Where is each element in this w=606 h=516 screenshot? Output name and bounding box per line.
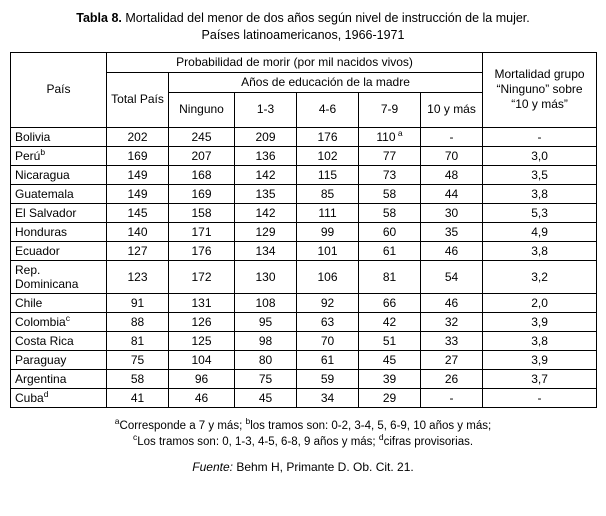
cell-7-9: 58 — [359, 203, 421, 222]
cell-ninguno: 125 — [169, 331, 235, 350]
cell-country: Guatemala — [11, 184, 107, 203]
caption-title: Mortalidad del menor de dos años según nivel de instrucción de la mujer. — [121, 11, 530, 25]
cell-country: Chile — [11, 293, 107, 312]
header-7-9: 7-9 — [359, 92, 421, 127]
cell-1-3: 45 — [235, 388, 297, 407]
cell-4-6: 92 — [297, 293, 359, 312]
cell-10-y-mas: 46 — [421, 241, 483, 260]
cell-total-pais: 149 — [107, 184, 169, 203]
table-row — [11, 222, 597, 241]
cell-total-pais: 88 — [107, 312, 169, 331]
cell-total-pais: 149 — [107, 165, 169, 184]
table-row — [11, 203, 597, 222]
cell-country: Cuba$^d$ — [11, 388, 107, 407]
cell-1-3: 142 — [235, 165, 297, 184]
header-4-6: 4-6 — [297, 92, 359, 127]
cell-10-y-mas: 35 — [421, 222, 483, 241]
cell-1-3: 135 — [235, 184, 297, 203]
cell-ratio: 3,8 — [483, 241, 597, 260]
cell-1-3: 129 — [235, 222, 297, 241]
note-d: cifras provisorias. — [383, 436, 474, 449]
table-row — [11, 241, 597, 260]
cell-total-pais: 202 — [107, 127, 169, 146]
cell-4-6: 70 — [297, 331, 359, 350]
source-label: Fuente: — [192, 460, 233, 475]
cell-ninguno: 176 — [169, 241, 235, 260]
cell-total-pais: 91 — [107, 293, 169, 312]
cell-ninguno: 168 — [169, 165, 235, 184]
cell-4-6: 101 — [297, 241, 359, 260]
cell-10-y-mas: 30 — [421, 203, 483, 222]
note-sup-a: a — [114, 415, 120, 426]
cell-7-9: 73 — [359, 165, 421, 184]
country-footnote-marker: c — [65, 312, 70, 323]
cell-7-9: 61 — [359, 241, 421, 260]
table-row — [11, 293, 597, 312]
cell-ratio: 3,7 — [483, 369, 597, 388]
cell-ninguno: 169 — [169, 184, 235, 203]
cell-4-6: 61 — [297, 350, 359, 369]
cell-country: Ecuador — [11, 241, 107, 260]
cell-10-y-mas: 33 — [421, 331, 483, 350]
table-body — [11, 127, 597, 407]
note-sup-d: d — [378, 432, 384, 443]
table-row — [11, 388, 597, 407]
cell-ninguno: 172 — [169, 260, 235, 293]
cell-4-6: 59 — [297, 369, 359, 388]
cell-ratio: 4,9 — [483, 222, 597, 241]
cell-country: Honduras — [11, 222, 107, 241]
cell-country: El Salvador — [11, 203, 107, 222]
cell-10-y-mas: 32 — [421, 312, 483, 331]
cell-ratio: 3,9 — [483, 312, 597, 331]
cell-ratio: 5,3 — [483, 203, 597, 222]
cell-1-3: 80 — [235, 350, 297, 369]
cell-1-3: 75 — [235, 369, 297, 388]
cell-7-9: 42 — [359, 312, 421, 331]
cell-ninguno: 104 — [169, 350, 235, 369]
note-sup-c: c — [132, 432, 138, 443]
cell-country: Argentina — [11, 369, 107, 388]
cell-1-3: 98 — [235, 331, 297, 350]
table-row — [11, 369, 597, 388]
cell-10-y-mas: 70 — [421, 146, 483, 165]
cell-ninguno: 126 — [169, 312, 235, 331]
cell-10-y-mas: - — [421, 388, 483, 407]
cell-ratio: 2,0 — [483, 293, 597, 312]
cell-1-3: 108 — [235, 293, 297, 312]
source-line — [10, 460, 596, 474]
table-header — [11, 52, 597, 127]
header-10-y-mas: 10 y más — [421, 92, 483, 127]
cell-ninguno: 245 — [169, 127, 235, 146]
note-b: los tramos son: 0-2, 3-4, 5, 6-9, 10 años y más; — [250, 419, 492, 432]
caption-label: Tabla 8. — [76, 11, 122, 25]
cell-ninguno: 131 — [169, 293, 235, 312]
country-footnote-marker: b — [40, 146, 46, 157]
cell-ninguno: 171 — [169, 222, 235, 241]
cell-ninguno: 158 — [169, 203, 235, 222]
table-row — [11, 184, 597, 203]
cell-total-pais: 145 — [107, 203, 169, 222]
cell-ninguno: 96 — [169, 369, 235, 388]
cell-4-6: 106 — [297, 260, 359, 293]
caption-subtitle: Países latinoamericanos, 1966-1971 — [201, 27, 405, 42]
cell-total-pais: 169 — [107, 146, 169, 165]
cell-7-9: 60 — [359, 222, 421, 241]
cell-total-pais: 41 — [107, 388, 169, 407]
cell-1-3: 95 — [235, 312, 297, 331]
table-notes — [10, 415, 596, 451]
cell-ratio: - — [483, 388, 597, 407]
cell-1-3: 136 — [235, 146, 297, 165]
cell-total-pais: 75 — [107, 350, 169, 369]
cell-7-9: 45 — [359, 350, 421, 369]
cell-country: Colombia$^c$ — [11, 312, 107, 331]
cell-7-9: 81 — [359, 260, 421, 293]
cell-country: Rep. Dominicana — [11, 260, 107, 293]
table-row — [11, 260, 597, 293]
table-row — [11, 165, 597, 184]
table-row — [11, 312, 597, 331]
note-sup-b: b — [245, 415, 251, 426]
header-total-pais: Total País — [107, 72, 169, 127]
cell-total-pais: 140 — [107, 222, 169, 241]
source-text: Behm H, Primante D. Ob. Cit. 21. — [232, 460, 414, 475]
cell-ratio: 3,8 — [483, 184, 597, 203]
table-row — [11, 331, 597, 350]
cell-ratio: 3,8 — [483, 331, 597, 350]
cell-4-6: 34 — [297, 388, 359, 407]
cell-country: Bolivia — [11, 127, 107, 146]
cell-4-6: 63 — [297, 312, 359, 331]
header-1-3: 1-3 — [235, 92, 297, 127]
cell-country: Nicaragua — [11, 165, 107, 184]
cell-4-6: 99 — [297, 222, 359, 241]
header-ninguno: Ninguno — [169, 92, 235, 127]
cell-1-3: 134 — [235, 241, 297, 260]
cell-7-9: 66 — [359, 293, 421, 312]
cell-ratio: 3,5 — [483, 165, 597, 184]
cell-footnote-marker: a — [395, 127, 403, 138]
cell-7-9: 51 — [359, 331, 421, 350]
cell-country: Paraguay — [11, 350, 107, 369]
cell-7-9: 58 — [359, 184, 421, 203]
cell-7-9: 110 $^a$ — [359, 127, 421, 146]
cell-4-6: 111 — [297, 203, 359, 222]
cell-7-9: 77 — [359, 146, 421, 165]
table-caption — [10, 10, 596, 44]
note-c: Los tramos son: 0, 1-3, 4-5, 6-8, 9 años y más; — [137, 436, 376, 449]
cell-total-pais: 58 — [107, 369, 169, 388]
cell-country: Perú$^b$ — [11, 146, 107, 165]
cell-ninguno: 207 — [169, 146, 235, 165]
table-row — [11, 146, 597, 165]
cell-1-3: 130 — [235, 260, 297, 293]
header-ratio: Mortalidad grupo “Ninguno” sobre “10 y más” — [483, 52, 597, 127]
cell-1-3: 142 — [235, 203, 297, 222]
cell-10-y-mas: 26 — [421, 369, 483, 388]
cell-10-y-mas: 44 — [421, 184, 483, 203]
note-a: Corresponde a 7 y más; — [119, 419, 243, 432]
header-group-education: Años de educación de la madre — [169, 72, 483, 92]
mortality-table — [10, 52, 597, 408]
cell-7-9: 39 — [359, 369, 421, 388]
cell-ratio: 3,2 — [483, 260, 597, 293]
cell-1-3: 209 — [235, 127, 297, 146]
cell-total-pais: 127 — [107, 241, 169, 260]
cell-total-pais: 123 — [107, 260, 169, 293]
country-footnote-marker: d — [43, 388, 49, 399]
cell-10-y-mas: - — [421, 127, 483, 146]
cell-ninguno: 46 — [169, 388, 235, 407]
cell-10-y-mas: 27 — [421, 350, 483, 369]
cell-country: Costa Rica — [11, 331, 107, 350]
header-pais: País — [11, 52, 107, 127]
cell-ratio: 3,9 — [483, 350, 597, 369]
cell-10-y-mas: 54 — [421, 260, 483, 293]
cell-10-y-mas: 46 — [421, 293, 483, 312]
cell-10-y-mas: 48 — [421, 165, 483, 184]
cell-4-6: 115 — [297, 165, 359, 184]
table-row — [11, 350, 597, 369]
cell-total-pais: 81 — [107, 331, 169, 350]
header-row-1 — [11, 52, 597, 72]
table-row — [11, 127, 597, 146]
cell-7-9: 29 — [359, 388, 421, 407]
cell-4-6: 102 — [297, 146, 359, 165]
cell-ratio: - — [483, 127, 597, 146]
cell-ratio: 3,0 — [483, 146, 597, 165]
cell-4-6: 85 — [297, 184, 359, 203]
header-group-probability: Probabilidad de morir (por mil nacidos vivos) — [107, 52, 483, 72]
cell-4-6: 176 — [297, 127, 359, 146]
